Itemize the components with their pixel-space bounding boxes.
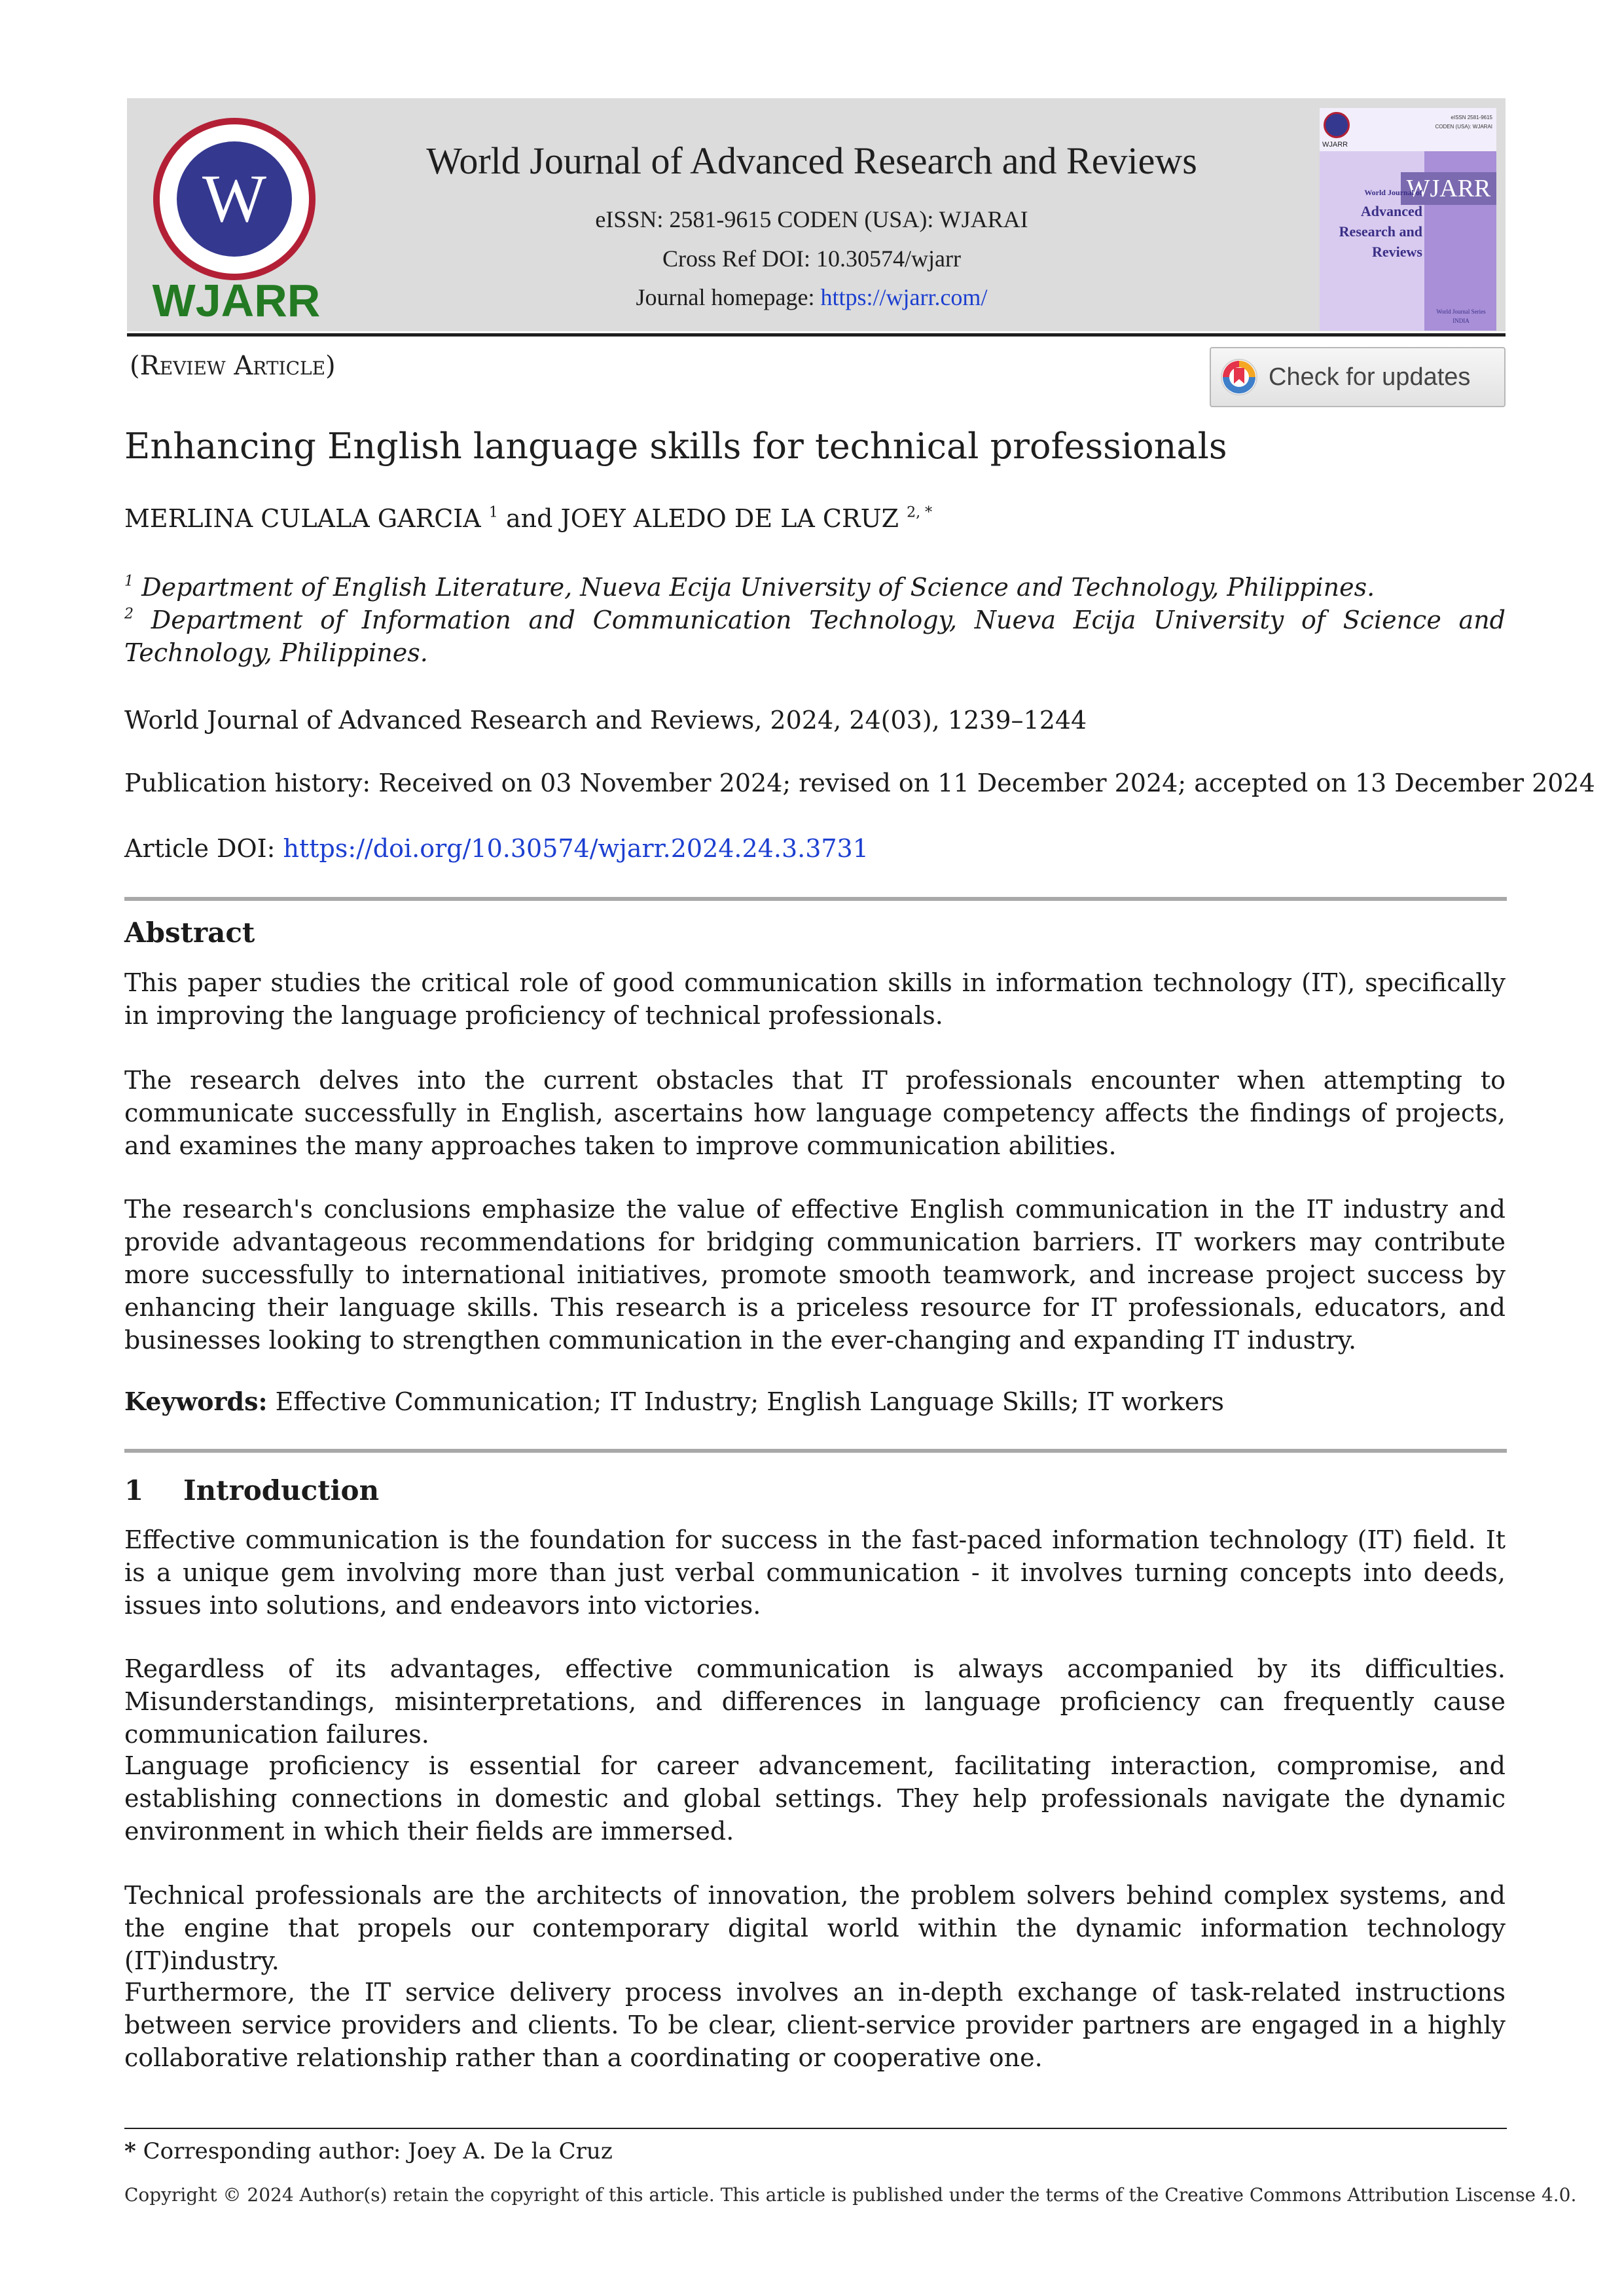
cover-logo-text: WJARR — [1322, 141, 1348, 149]
journal-title: World Journal of Advanced Research and Reviews — [426, 139, 1197, 182]
affiliation-sup: 1 — [124, 573, 134, 590]
keywords — [124, 1385, 1506, 1418]
check-for-updates-button[interactable] — [1210, 347, 1506, 407]
cover-footer: INDIA — [1453, 318, 1470, 324]
corresponding-author — [124, 2138, 613, 2165]
affiliation — [124, 571, 1506, 604]
article-title: Enhancing English language skills for technical professionals — [124, 426, 1227, 467]
journal-cover-thumbnail — [1320, 108, 1496, 331]
introduction-paragraph: Regardless of its advantages, effective communication is always accompanied by its difficulties. Misunderstandings, misinterpretations, and differences in language proficiency can frequently cause communication failures. — [124, 1654, 1506, 1749]
section-rule — [124, 1449, 1507, 1453]
introduction-paragraph: Language proficiency is essential for career advancement, facilitating interaction, compromise, and establishing connections in domestic and global settings. They help professionals navigate the dynamic environment in which their fields are immersed. — [124, 1751, 1506, 1846]
cover-footer: World Journal Series — [1436, 308, 1486, 315]
journal-homepage — [367, 285, 1257, 311]
article-doi — [124, 834, 869, 864]
keywords-label: Keywords: — [124, 1387, 268, 1416]
footnote-mark: * — [124, 2138, 136, 2164]
section-title: Introduction — [183, 1474, 380, 1506]
cover-logo-icon — [1324, 112, 1350, 138]
crossmark-icon — [1220, 358, 1258, 396]
introduction-paragraph: Furthermore, the IT service delivery process involves an in-depth exchange of task-related instructions between service providers and clients. To be clear, client-service provider partners are engaged in a highly collaborative relationship rather than a coordinating or cooperative one. — [124, 1978, 1506, 2072]
copyright-notice: Copyright © 2024 Author(s) retain the copyright of this article. This article is published under the terms of the Creative Commons Attribution Liscense 4.0. — [124, 2184, 1577, 2206]
journal-logo-center — [177, 141, 292, 257]
cover-meta: CODEN (USA): WJARAI — [1435, 124, 1492, 130]
introduction-paragraph: Effective communication is the foundation for success in the fast-paced information technology (IT) field. It is a unique gem involving more than just verbal communication - it involves turning concepts into deeds, issues into solutions, and endeavors into victories. — [124, 1525, 1506, 1620]
check-for-updates-label: Check for updates — [1269, 363, 1471, 391]
affiliation-sup: 2 — [124, 606, 134, 623]
introduction-paragraph: Technical professionals are the architects of innovation, the problem solvers behind complex systems, and the engine that propels our contemporary digital world within the dynamic information technology (IT)industry. — [124, 1881, 1506, 1975]
doi-link[interactable]: https://doi.org/10.30574/wjarr.2024.24.3.3731 — [283, 834, 869, 863]
affiliation — [124, 604, 1506, 669]
author-sup: 2, * — [907, 504, 933, 521]
author-name: and JOEY ALEDO DE LA CRUZ — [497, 504, 907, 533]
journal-reference: World Journal of Advanced Research and Reviews, 2024, 24(03), 1239–1244 — [124, 706, 1087, 735]
corresponding-author-text: Corresponding author: Joey A. De la Cruz — [135, 2138, 613, 2164]
abstract-paragraph: The research's conclusions emphasize the value of effective English communication in the IT industry and provide advantageous recommendations for bridging communication barriers. IT workers may contribute more successfully to international initiatives, promote smooth teamwork, and increase project success by enhancing their language skills. This research is a priceless resource for IT professionals, educators, and businesses looking to strengthen communication in the ever-changing and expanding IT industry. — [124, 1195, 1506, 1355]
logo-wordmark: WJARR — [152, 275, 321, 326]
doi-label: Article DOI: — [124, 834, 283, 863]
footnote-rule — [124, 2128, 1507, 2129]
article-type: (Review Article) — [130, 351, 336, 381]
cover-title-line: Advanced — [1360, 203, 1422, 219]
homepage-label: Journal homepage: — [636, 284, 821, 310]
author-name: MERLINA CULALA GARCIA — [124, 504, 489, 533]
affiliation-text: Department of Information and Communication Technology, Nueva Ecija University of Science and Technology, Philippines. — [124, 606, 1506, 667]
journal-issn: eISSN: 2581-9615 CODEN (USA): WJARAI — [595, 206, 1028, 232]
author-sup: 1 — [488, 504, 498, 521]
abstract-paragraph: The research delves into the current obstacles that IT professionals encounter when attempting to communicate successfully in English, ascertains how language competency affects the findings of projects, and examines the many approaches taken to improve communication abilities. — [124, 1066, 1506, 1160]
cover-small-title: World Journal of — [1364, 188, 1422, 197]
section-number: 1 — [124, 1474, 144, 1506]
author-list — [124, 504, 932, 534]
abstract-heading: Abstract — [124, 917, 255, 949]
publication-history: Publication history: Received on 03 November 2024; revised on 11 December 2024; accepted on 13 December 2024 — [124, 769, 1595, 797]
cover-big-title — [1320, 201, 1422, 262]
logo-letter: W — [202, 161, 267, 236]
keywords-list: Effective Communication; IT Industry; English Language Skills; IT workers — [267, 1387, 1224, 1416]
affiliation-text: Department of English Literature, Nueva Ecija University of Science and Technology, Philippines. — [134, 573, 1375, 602]
cover-title-line: Reviews — [1372, 244, 1422, 260]
header-rule — [127, 333, 1506, 337]
journal-crossref-doi: Cross Ref DOI: 10.30574/wjarr — [662, 246, 961, 272]
cover-meta: eISSN 2581-9615 — [1451, 115, 1492, 120]
homepage-link[interactable]: https://wjarr.com/ — [820, 284, 988, 310]
cover-title-line: Research and — [1339, 223, 1422, 240]
abstract-paragraph: This paper studies the critical role of good communication skills in information technology (IT), specifically in improving the language proficiency of technical professionals. — [124, 968, 1506, 1030]
section-rule — [124, 897, 1507, 901]
cover-brand: WJARR — [1406, 175, 1491, 202]
introduction-heading — [124, 1474, 379, 1507]
